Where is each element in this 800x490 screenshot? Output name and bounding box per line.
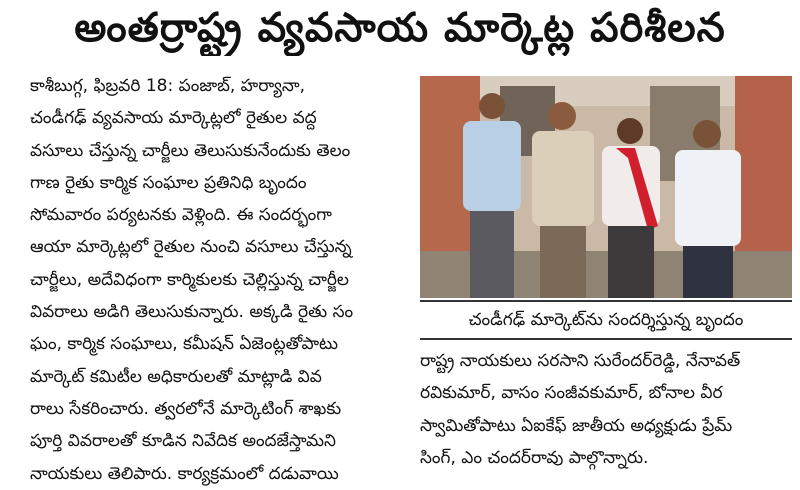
news-photo bbox=[420, 76, 792, 298]
body-line: చార్జీలు, అదేవిధంగా కార్మికులకు చెల్లిస్తున్న చార్జీల bbox=[30, 269, 349, 290]
body-line: పూర్తి వివరాలతో కూడిన నివేదిక అందజేస్తామని bbox=[30, 431, 336, 452]
body-line: వసూలు చేస్తున్న చార్జీలు తెలుసుకునేందుకు తెలం bbox=[30, 140, 351, 161]
photo-caption: చండీగఢ్ మార్కెట్‌ను సందర్శిస్తున్న బృందం bbox=[420, 300, 792, 340]
body-line: సింగ్, ఎం చందర్‌రావు పాల్గొన్నారు. bbox=[420, 447, 649, 468]
body-line: ఆయా మార్కెట్లలో రైతుల నుంచి వసూలు చేస్తున్న bbox=[30, 237, 352, 258]
body-line: చండీగఢ్ వ్యవసాయ మార్కెట్లలో రైతుల వద్ద bbox=[30, 108, 317, 129]
article-body-right bbox=[420, 345, 790, 474]
body-line: రవికుమార్, వాసం సంజీవకుమార్, బోనాల వీర bbox=[420, 383, 723, 404]
body-line: కాశీబుగ్గ, ఫిబ్రవరి 18: పంజాబ్, హర్యానా, bbox=[30, 76, 305, 96]
body-line: రాలు సేకరించారు. త్వరలోనే మార్కెటింగ్ శాఖకు bbox=[30, 398, 342, 419]
body-line: రాష్ట్ర నాయకులు సరసాని సురేందర్‌రెడ్డి, నేనావత్ bbox=[420, 351, 741, 371]
body-line: గాణ రైతు కార్మిక సంఘాల ప్రతినిధి బృందం bbox=[30, 172, 307, 193]
body-line: ఘం, కార్మిక సంఘాలు, కమీషన్ ఏజెంట్లతోపాటు bbox=[30, 334, 339, 355]
body-line: నాయకులు తెలిపారు. కార్యక్రమంలో దడువాయి bbox=[30, 463, 339, 484]
body-line: మార్కెట్ కమిటీల అధికారులతో మాట్లాడి వివ bbox=[30, 366, 322, 387]
article-body-left bbox=[30, 70, 410, 490]
body-line: స్వామితోపాటు ఏఐకేఫ్ జాతీయ అధ్యక్షుడు ప్రేమ్ bbox=[420, 415, 733, 436]
body-line: సోమవారం పర్యటనకు వెళ్లింది. ఈ సందర్భంగా bbox=[30, 205, 332, 226]
body-line: వివరాలు అడిగి తెలుసుకున్నారు. అక్కడి రైతు సం bbox=[30, 302, 354, 323]
article-headline: అంతర్రాష్ట్ర వ్యవసాయ మార్కెట్ల పరిశీలన bbox=[74, 5, 726, 51]
